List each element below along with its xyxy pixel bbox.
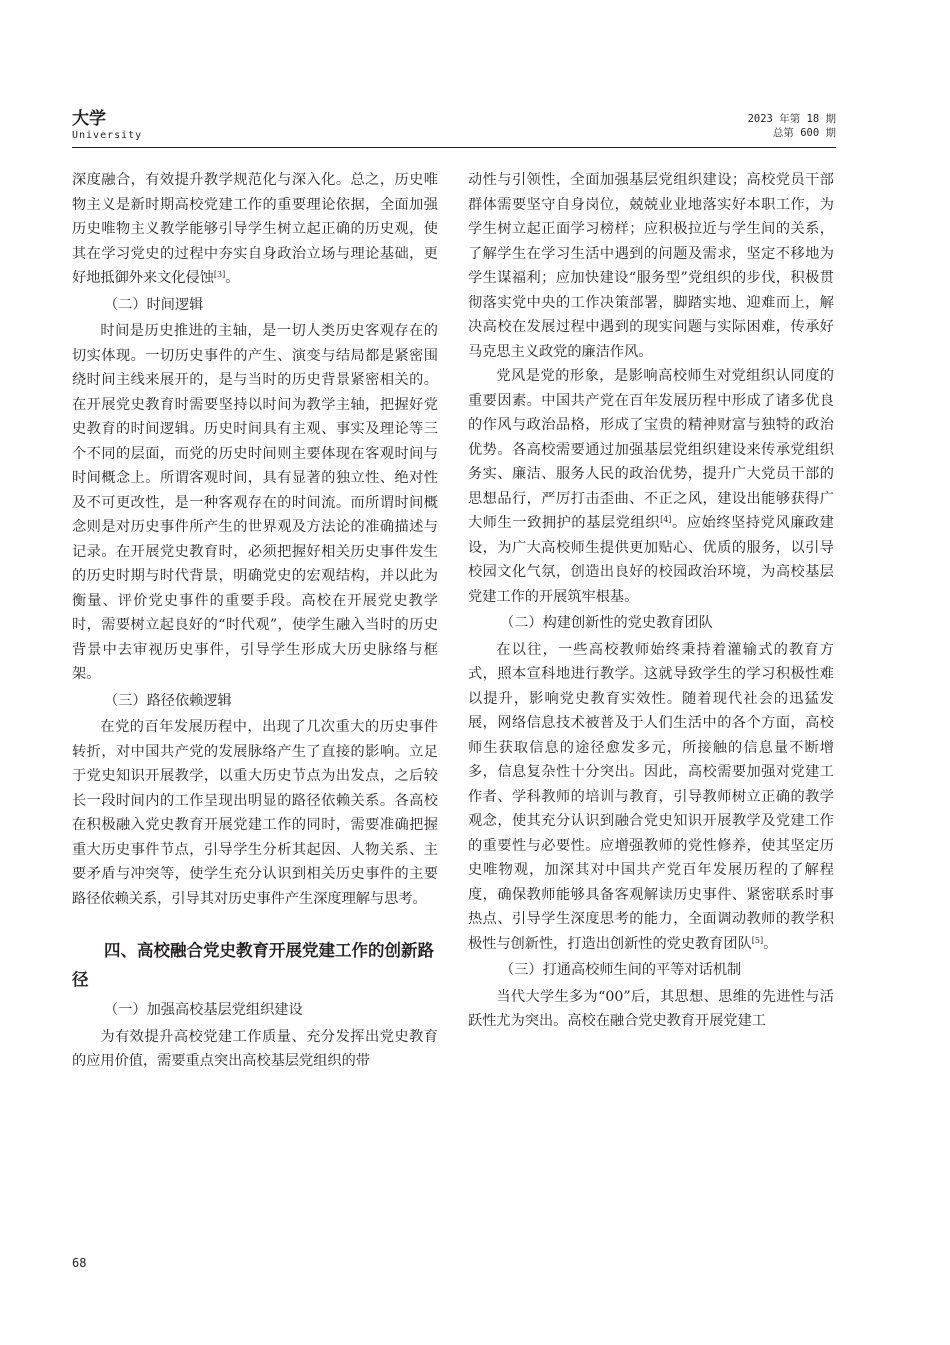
citation[interactable]: [5] [751,935,764,945]
section-heading: 四、高校融合党史教育开展党建工作的创新路径 [72,941,434,989]
paragraph: 当代大学生多为“00”后，其思想、思维的先进性与活跃性尤为突出。高校在融合党史教育开展党建工 [468,988,834,1029]
header-rule [72,147,836,148]
right-column [468,168,834,1034]
paragraph: 党风是党的形象，是影响高校师生对党组织认同度的重要因素。中国共产党在百年发展历程中形成了诸多优良的作风与政治品格，形成了宝贵的精神财富与独特的政治优势。各高校需要通过加强基层党组织建设来传承党组织务实、廉洁、服务人民的政治优势，提升广大党员干部的思想品行，严厉打击歪曲、不正之风，建设出能够获得广大师生一致拥护的基层党组织[4]。应始终坚持党风廉政建设，为广大高校师生提供更加贴心、优质的服务，以引导校园文化气氛，创造出良好的校园政治环境，为高校基层党建工作的开展筑牢根基。 [468,368,834,605]
paragraph: 在党的百年发展历程中，出现了几次重大的历史事件转折，对中国共产党的发展脉络产生了直接的影响。立足于党史知识开展教学，以重大历史节点为出发点，之后较长一段时间内的工作呈现出明显的路径依赖关系。各高校在积极融入党史教育开展党建工作的同时，需要准确把握重大历史事件节点，引导学生分析其起因、人物关系、主要矛盾与冲突等，使学生充分认识到相关历史事件的主要路径依赖关系，引导其对历史事件产生深度理解与思考。 [72,719,438,907]
subsection-heading: （二）时间逻辑 [104,296,204,313]
citation[interactable]: [3] [213,270,226,279]
journal-name-english: University [72,130,143,141]
issue-total: 总第 600 期 [772,127,836,139]
left-column [72,168,438,1074]
issue-info [748,112,836,140]
subsection-heading: （一）加强高校基层党组织建设 [104,1002,303,1018]
page-number: 68 [72,1256,87,1270]
issue-year: 2023 年第 18 期 [747,113,836,125]
subsection-heading: （三）路径依赖逻辑 [104,692,232,709]
citation[interactable]: [4] [660,515,672,524]
subsection-heading: （二）构建创新性的党史教育团队 [500,615,713,631]
paragraph: 在以往，一些高校教师始终秉持着灌输式的教育方式，照本宣科地进行教学。这就导致学生的学习积极性难以提升，影响党史教育实效性。随着现代社会的迅猛发展，网络信息技术被普及于人们生活中的各个方面，高校师生获取信息的途径愈发多元，所接触的信息量不断增多，信息复杂性十分突出。因此，高校需要加强对党建工作者、学科教师的培训与教育，引导教师树立正确的教学观念，使其充分认识到融合党史知识开展教学及党建工作的重要性与必要性。应增强教师的党性修养，使其坚定历史唯物观，加深其对中国共产党百年发展历程的了解程度，确保教师能够具备客观解读历史事件、紧密联系时事热点、引导学生深度思考的能力，全面调动教师的教学积极性与创新性，打造出创新性的党史教育团队[5]。 [468,641,834,952]
paragraph: 为有效提升高校党建工作质量、充分发挥出党史教育的应用价值，需要重点突出高校基层党组织的带 [72,1028,438,1069]
paragraph: 时间是历史推进的主轴，是一切人类历史客观存在的切实体现。一切历史事件的产生、演变与结局都是紧密围绕时间主线来展开的，是与当时的历史背景紧密相关的。在开展党史教育时需要坚持以时间为教学主轴，把握好党史教育的时间逻辑。历史时间具有主观、事实及理论等三个不同的层面，而党的历史时间则主要体现在客观时间与时间概念上。所谓客观时间，具有显著的独立性、绝对性及不可更改性，是一种客观存在的时间流。而所谓时间概念则是对历史事件所产生的世界观及方法论的准确描述与记录。在开展党史教育时，必须把握好相关历史事件发生的历史时期与时代背景，明确党史的宏观结构，并以此为衡量、评价党史事件的重要手段。高校在开展党史教学时，需要树立起良好的“时代观”，使学生融入当时的历史背景中去审视历史事件，引导学生形成大历史脉络与框架。 [72,323,438,682]
running-header [72,110,836,146]
paragraph: 深度融合，有效提升教学规范化与深入化。总之，历史唯物主义是新时期高校党建工作的重要理论依据，全面加强历史唯物主义教学能够引导学生树立起正确的历史观，使其在学习党史的过程中夯实自身政治立场与理论基础，更好地抵御外来文化侵蚀[3]。 [72,172,438,286]
subsection-heading: （三）打通高校师生间的平等对话机制 [500,962,742,978]
paragraph: 动性与引领性，全面加强基层党组织建设；高校党员干部群体需要坚守自身岗位，兢兢业业地落实好本职工作，为学生树立起正面学习榜样；应积极拉近与学生间的关系，了解学生在学习生活中遇到的问题及需求，坚定不移地为学生谋福利；应加快建设“服务型”党组织的步伐，积极贯彻落实党中央的工作决策部署，脚踏实地、迎难而上，解决高校在发展过程中遇到的现实问题与实际困难，传承好马克思主义政党的廉洁作风。 [468,172,834,360]
journal-name: 大学 [72,109,106,129]
